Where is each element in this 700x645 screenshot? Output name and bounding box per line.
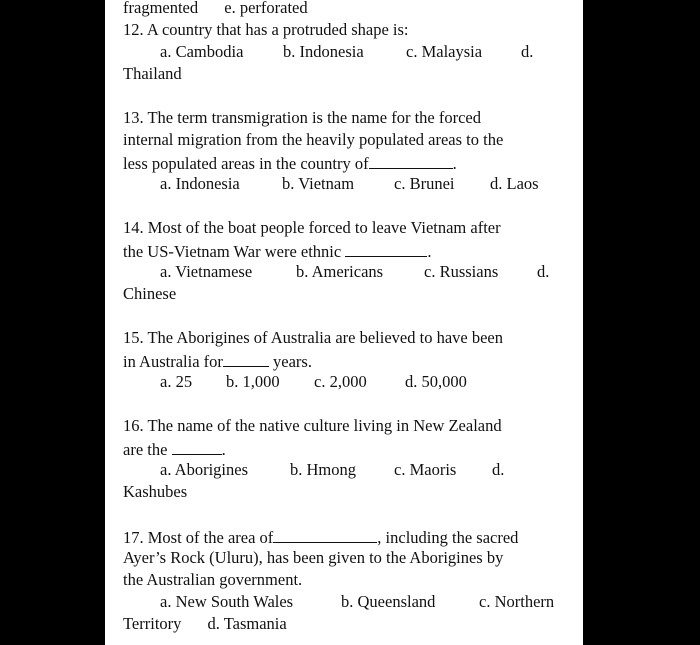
option-a: a. New South Wales [160, 592, 294, 611]
option-c: c. Northern [479, 592, 555, 611]
period: . [221, 440, 226, 459]
option-b: b. Queensland [341, 592, 436, 611]
option-c: c. Brunei [394, 174, 455, 193]
top-fragment [123, 0, 308, 19]
option-a: a. 25 [160, 372, 193, 391]
question-15-stem-line-2 [123, 349, 312, 373]
option-b: b. Vietnam [282, 174, 355, 193]
question-number: 15. [123, 328, 144, 347]
question-number: 13. [123, 108, 144, 127]
question-15-stem-line-1 [123, 327, 503, 349]
question-text: the US-Vietnam War were ethnic [123, 242, 342, 261]
option-d: d. [492, 460, 505, 479]
option-c: c. Malaysia [406, 42, 483, 61]
option-c: c. 2,000 [314, 372, 367, 391]
option-b: b. Americans [296, 262, 384, 281]
question-16-stem-line-2 [123, 437, 226, 461]
question-text: The term transmigration is the name for the forced [147, 108, 481, 127]
question-text: Most of the boat people forced to leave Vietnam after [147, 218, 501, 237]
question-17-options-continued [123, 613, 287, 635]
option-d: d. Laos [490, 174, 539, 193]
option-d: d. Tasmania [207, 614, 287, 633]
question-15-options [123, 371, 573, 393]
question-text-end: years. [273, 352, 312, 371]
option-b: b. Indonesia [283, 42, 364, 61]
question-14-stem-line-1 [123, 217, 501, 239]
question-17-stem-line-2: Ayer’s Rock (Uluru), has been given to the Aborigines by [123, 548, 504, 567]
question-text: The Aborigines of Australia are believed to have been [147, 328, 503, 347]
question-17-stem-line-3: the Australian government. [123, 570, 303, 589]
question-number: 12. [123, 20, 144, 39]
question-13-stem-line-2: internal migration from the heavily populated areas to the [123, 130, 504, 149]
question-14-stem-line-2 [123, 239, 431, 263]
fragment-option-e: e. perforated [224, 0, 308, 17]
answer-blank [345, 239, 427, 257]
question-number: 17. [123, 528, 144, 547]
question-16-options [123, 459, 573, 481]
option-d: d. [537, 262, 550, 281]
question-17-stem-line-1 [123, 525, 518, 549]
option-a: a. Aborigines [160, 460, 248, 479]
question-13-stem-line-1 [123, 107, 481, 129]
option-d: d. 50,000 [405, 372, 467, 391]
option-a: a. Indonesia [160, 174, 240, 193]
period: . [452, 154, 457, 173]
document-page [105, 0, 583, 645]
question-16-stem-line-1 [123, 415, 502, 437]
question-12-stem [123, 19, 409, 41]
question-text: Most of the area of [147, 528, 274, 547]
question-text: less populated areas in the country of [123, 154, 369, 173]
option-d-continued: Kashubes [123, 482, 188, 501]
question-13-options [123, 173, 573, 195]
question-text: in Australia for [123, 352, 223, 371]
period: . [427, 242, 432, 261]
question-17-options [123, 591, 573, 613]
option-a: a. Vietnamese [160, 262, 253, 281]
question-13-stem-line-3 [123, 151, 457, 175]
question-number: 14. [123, 218, 144, 237]
option-b: b. Hmong [290, 460, 356, 479]
answer-blank [172, 437, 222, 455]
answer-blank [369, 151, 453, 169]
option-d: d. [521, 42, 534, 61]
option-c: c. Maoris [394, 460, 457, 479]
option-b: b. 1,000 [226, 372, 280, 391]
option-d-continued: Chinese [123, 284, 177, 303]
question-14-options [123, 261, 573, 283]
answer-blank [273, 525, 377, 543]
option-c-continued: Territory [123, 614, 182, 633]
question-text-cont: , including the sacred [377, 528, 519, 547]
question-text: The name of the native culture living in New Zealand [147, 416, 502, 435]
option-d-continued: Thailand [123, 64, 182, 83]
question-text: A country that has a protruded shape is: [146, 20, 409, 39]
question-text: are the [123, 440, 168, 459]
option-a: a. Cambodia [160, 42, 244, 61]
answer-blank [223, 349, 269, 367]
question-12-options [123, 41, 573, 63]
question-number: 16. [123, 416, 144, 435]
fragment-left-text: fragmented [123, 0, 199, 17]
option-c: c. Russians [424, 262, 499, 281]
